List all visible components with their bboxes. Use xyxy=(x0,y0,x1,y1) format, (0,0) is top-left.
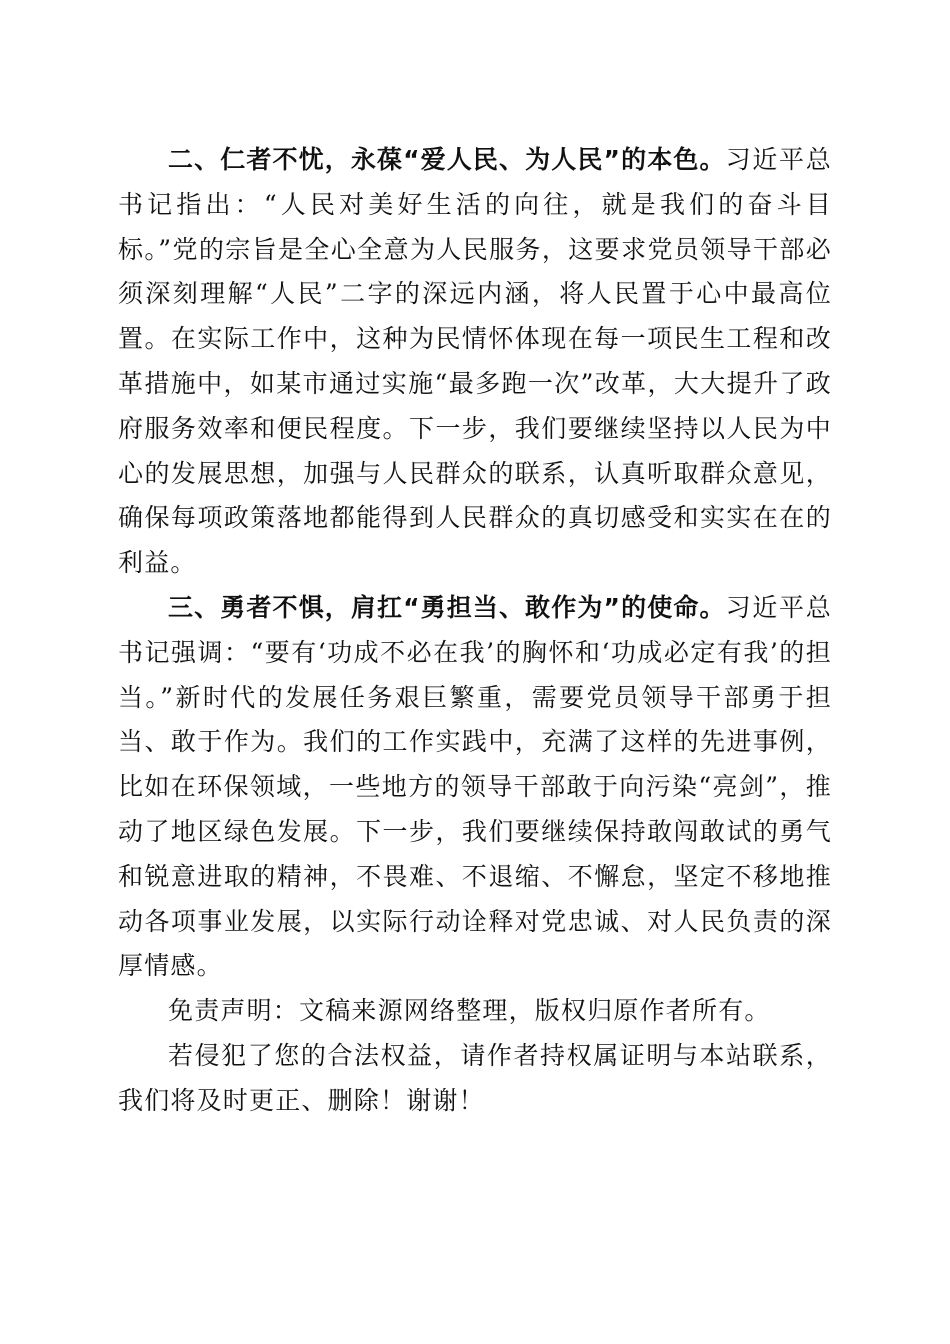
section-paragraph-3 xyxy=(118,586,832,989)
disclaimer-line-2: 若侵犯了您的合法权益，请作者持权属证明与本站联系，我们将及时更正、删除！谢谢！ xyxy=(118,1040,832,1115)
section-body-3: 习近平总书记强调：“要有‘功成不必在我’的胸怀和‘功成必定有我’的担当。”新时代的发展任务艰巨繁重，需要党员领导干部勇于担当、敢于作为。我们的工作实践中，充满了这样的先进事例，比如在环保领域，一些地方的领导干部敢于向污染“亮剑”，推动了地区绿色发展。下一步，我们要继续保持敢闯敢试的勇气和锐意进取的精神，不畏难、不退缩、不懈怠，坚定不移地推动各项事业发展，以实际行动诠释对党忠诚、对人民负责的深厚情感。 xyxy=(118,592,832,981)
document-page xyxy=(118,138,832,1124)
section-heading-3: 三、勇者不惧，肩扛“勇担当、敢作为”的使命。 xyxy=(168,592,726,622)
section-paragraph-2 xyxy=(118,138,832,586)
section-body-2: 习近平总书记指出：“人民对美好生活的向往，就是我们的奋斗目标。”党的宗旨是全心全意为人民服务，这要求党员领导干部必须深刻理解“人民”二字的深远内涵，将人民置于心中最高位置。在实际工作中，这种为民情怀体现在每一项民生工程和改革措施中，如某市通过实施“最多跑一次”改革，大大提升了政府服务效率和便民程度。下一步，我们要继续坚持以人民为中心的发展思想，加强与人民群众的联系，认真听取群众意见，确保每项政策落地都能得到人民群众的真切感受和实实在在的利益。 xyxy=(118,145,832,578)
section-heading-2: 二、仁者不忧，永葆“爱人民、为人民”的本色。 xyxy=(168,145,726,174)
disclaimer-line-1: 免责声明：文稿来源网络整理，版权归原作者所有。 xyxy=(168,996,771,1026)
